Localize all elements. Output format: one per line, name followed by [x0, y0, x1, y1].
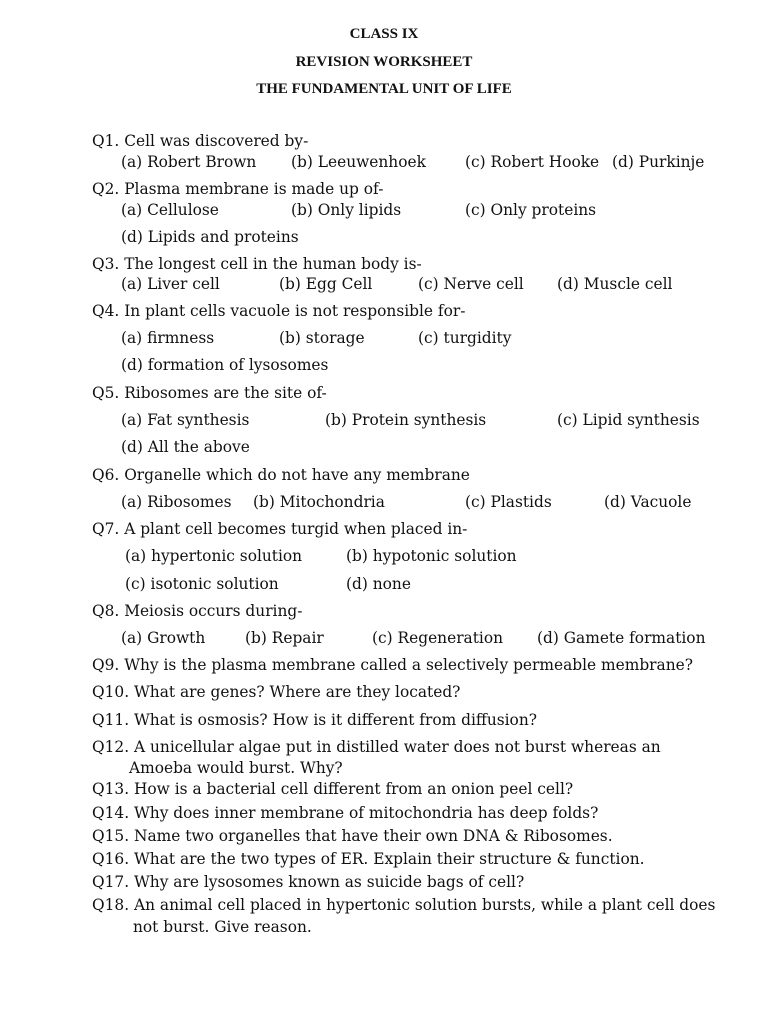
question-18: Q18. An animal cell placed in hypertonic solution bursts, while a plant cell does — [92, 896, 716, 914]
q8-option-d: (d) Gamete formation — [537, 629, 706, 647]
q1-option-c: (c) Robert Hooke — [465, 153, 600, 171]
q7-option-a: (a) hypertonic solution — [125, 547, 303, 565]
question-10: Q10. What are genes? Where are they located? — [92, 683, 461, 701]
q6-option-d: (d) Vacuole — [604, 493, 692, 511]
q1-option-d: (d) Purkinje — [612, 153, 705, 171]
q1-option-b: (b) Leeuwenhoek — [291, 153, 426, 171]
q7-option-c: (c) isotonic solution — [125, 575, 279, 593]
q5-option-c: (c) Lipid synthesis — [557, 411, 700, 429]
question-14: Q14. Why does inner membrane of mitochondria has deep folds? — [92, 804, 599, 822]
question-5: Q5. Ribosomes are the site of- — [92, 384, 327, 402]
q4-option-a: (a) firmness — [121, 329, 215, 347]
q2-option-b: (b) Only lipids — [291, 201, 402, 219]
question-7: Q7. A plant cell becomes turgid when placed in- — [92, 520, 468, 538]
q1-option-a: (a) Robert Brown — [121, 153, 257, 171]
question-12: Q12. A unicellular algae put in distilled water does not burst whereas an — [92, 738, 661, 756]
question-9: Q9. Why is the plasma membrane called a selectively permeable membrane? — [92, 656, 693, 674]
question-15: Q15. Name two organelles that have their own DNA & Ribosomes. — [92, 827, 613, 845]
q7-option-d: (d) none — [346, 575, 411, 593]
q7-option-b: (b) hypotonic solution — [346, 547, 517, 565]
q3-option-b: (b) Egg Cell — [279, 275, 373, 293]
question-3: Q3. The longest cell in the human body is- — [92, 255, 422, 273]
question-18-continued: not burst. Give reason. — [133, 918, 312, 936]
q2-option-d: (d) Lipids and proteins — [121, 228, 299, 246]
question-12-continued: Amoeba would burst. Why? — [129, 759, 343, 777]
q3-option-a: (a) Liver cell — [121, 275, 220, 293]
question-8: Q8. Meiosis occurs during- — [92, 602, 303, 620]
question-6: Q6. Organelle which do not have any membrane — [92, 466, 470, 484]
q5-option-a: (a) Fat synthesis — [121, 411, 250, 429]
question-17: Q17. Why are lysosomes known as suicide bags of cell? — [92, 873, 525, 891]
worksheet-heading: REVISION WORKSHEET — [295, 54, 473, 70]
q8-option-b: (b) Repair — [245, 629, 324, 647]
question-2: Q2. Plasma membrane is made up of- — [92, 180, 384, 198]
q2-option-c: (c) Only proteins — [465, 201, 597, 219]
q3-option-d: (d) Muscle cell — [557, 275, 673, 293]
q6-option-c: (c) Plastids — [465, 493, 552, 511]
question-1: Q1. Cell was discovered by- — [92, 132, 309, 150]
q8-option-a: (a) Growth — [121, 629, 206, 647]
q6-option-b: (b) Mitochondria — [253, 493, 385, 511]
q6-option-a: (a) Ribosomes — [121, 493, 232, 511]
question-13: Q13. How is a bacterial cell different from an onion peel cell? — [92, 780, 574, 798]
class-heading: CLASS IX — [349, 26, 419, 42]
question-4: Q4. In plant cells vacuole is not responsible for- — [92, 302, 466, 320]
q5-option-b: (b) Protein synthesis — [325, 411, 487, 429]
question-11: Q11. What is osmosis? How is it different from diffusion? — [92, 711, 537, 729]
q2-option-a: (a) Cellulose — [121, 201, 219, 219]
q4-option-c: (c) turgidity — [418, 329, 512, 347]
q8-option-c: (c) Regeneration — [372, 629, 504, 647]
chapter-heading: THE FUNDAMENTAL UNIT OF LIFE — [256, 81, 512, 97]
question-16: Q16. What are the two types of ER. Explain their structure & function. — [92, 850, 645, 868]
q5-option-d: (d) All the above — [121, 438, 250, 456]
q4-option-b: (b) storage — [279, 329, 365, 347]
q4-option-d: (d) formation of lysosomes — [121, 356, 329, 374]
q3-option-c: (c) Nerve cell — [418, 275, 524, 293]
